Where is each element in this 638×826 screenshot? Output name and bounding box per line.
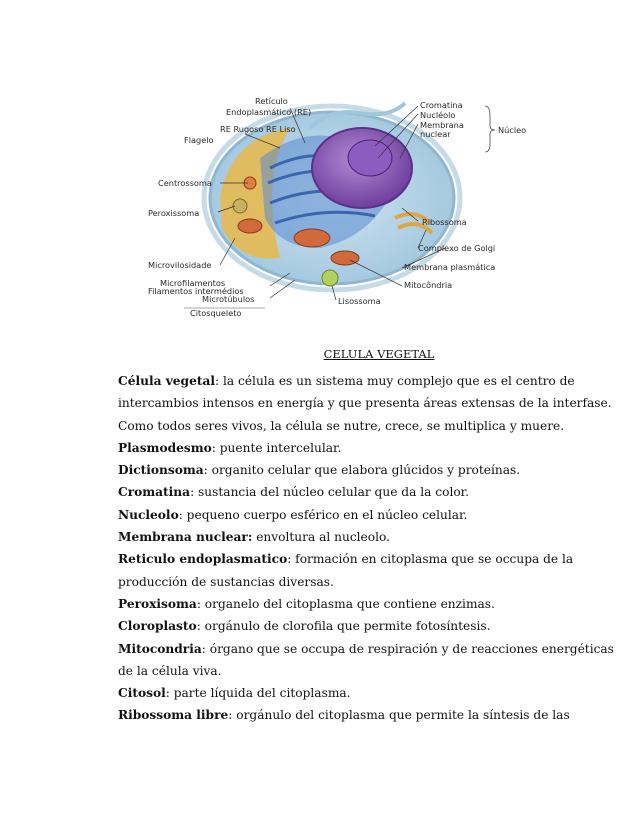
definition-text: : parte líquida del citoplasma. <box>165 686 351 701</box>
definition-text: Como todos seres vivos, la célula se nutre, crece, se multiplica y muere. <box>118 418 565 433</box>
definition-text: : formación en citoplasma que se occupa de la <box>287 552 574 567</box>
page-title: CELULA VEGETAL <box>323 347 435 361</box>
definition-text: : pequeno cuerpo esférico en el núcleo celular. <box>178 507 468 522</box>
definition-term: Ribossoma libre <box>118 708 229 723</box>
nucleolus <box>348 140 392 176</box>
definition-text: intercambios intensos en energía y que presenta áreas extensas de la interfase. <box>118 396 612 411</box>
definition-line <box>118 481 558 503</box>
lysosome <box>322 270 338 286</box>
label-endoplasmatico: Endoplasmático (RE) <box>226 107 312 117</box>
label-nucleo: Núcleo <box>498 125 527 135</box>
cell-diagram <box>140 88 540 320</box>
definition-term: Membrana nuclear: <box>118 530 253 545</box>
definitions-list <box>118 370 614 727</box>
label-cromatina: Cromatina <box>420 100 463 110</box>
definition-term: Peroxisoma <box>118 596 197 611</box>
definition-text: envoltura al nucleolo. <box>252 530 391 545</box>
definition-line <box>118 526 558 548</box>
definition-line <box>118 548 574 570</box>
definition-line <box>118 392 612 414</box>
label-flagelo: Flagelo <box>184 135 214 145</box>
definition-line <box>118 415 565 437</box>
definition-term: Célula vegetal <box>118 374 215 388</box>
label-filamentos-intermedios: Filamentos intermédios <box>148 286 244 296</box>
definition-term: Citosol <box>118 686 166 701</box>
definition-term: Mitocondria <box>118 641 202 656</box>
label-citosqueleto: Citosqueleto <box>190 308 242 318</box>
definition-text: : puente intercelular. <box>211 440 342 455</box>
label-lisossoma: Lisossoma <box>338 296 381 306</box>
definition-line <box>118 370 575 392</box>
title-wrapper <box>0 343 638 362</box>
label-re-rugoso-liso: RE Rugoso RE Liso <box>220 124 296 134</box>
definition-line <box>118 682 558 704</box>
definition-text: : organito celular que elabora glúcidos y proteínas. <box>203 463 521 478</box>
definition-line <box>118 638 614 660</box>
definition-text: de la célula viva. <box>118 663 222 678</box>
definition-term: Reticulo endoplasmatico <box>118 552 288 567</box>
definition-term: Cromatina <box>118 485 191 500</box>
label-microtubulos: Microtúbulos <box>202 294 255 304</box>
definition-text: : sustancia del núcleo celular que da la color. <box>190 485 470 500</box>
peroxisome <box>233 199 247 213</box>
definition-term: Nucleolo <box>118 507 179 522</box>
label-complexo-golgi: Complexo de Golgi <box>418 243 496 253</box>
label-membrana: Membrana <box>420 120 464 130</box>
definition-text: : orgánulo de clorofila que permite fotosíntesis. <box>196 619 491 634</box>
label-peroxissoma: Peroxissoma <box>148 208 200 218</box>
definition-term: Cloroplasto <box>118 619 197 634</box>
definition-line <box>118 504 558 526</box>
mitochondrion <box>331 251 359 265</box>
label-nuclear: nuclear <box>420 129 451 139</box>
label-centrossoma: Centrossoma <box>158 178 212 188</box>
definition-text: : orgánulo del citoplasma que permite la síntesis de las <box>228 708 570 723</box>
definition-text: : la célula es un sistema muy complejo que es el centro de <box>214 374 575 388</box>
label-microfilamentos: Microfilamentos <box>160 278 226 288</box>
definition-line <box>118 571 558 593</box>
label-microvilosidade: Microvilosidade <box>148 260 212 270</box>
definition-text: producción de sustancias diversas. <box>118 574 334 589</box>
mitochondrion <box>238 219 262 233</box>
definition-term: Dictionsoma <box>118 463 204 478</box>
definition-term: Plasmodesmo <box>118 440 212 455</box>
definition-line <box>118 660 558 682</box>
definition-line <box>118 615 558 637</box>
definition-line <box>118 593 558 615</box>
cell-illustration <box>140 88 540 320</box>
definition-line <box>118 459 558 481</box>
definition-line <box>118 437 558 459</box>
definition-text: : órgano que se occupa de respiración y de reacciones energéticas <box>201 641 614 656</box>
definition-line <box>118 704 570 726</box>
label-membrana-plasmatica: Membrana plasmática <box>404 262 496 272</box>
label-nucleolo: Nucléolo <box>420 110 456 120</box>
label-mitocondria: Mitocôndria <box>404 280 453 290</box>
definition-text: : organelo del citoplasma que contiene enzimas. <box>196 596 495 611</box>
label-reticulo: Retículo <box>255 96 288 106</box>
mitochondrion <box>294 229 330 247</box>
label-ribossoma: Ribossoma <box>422 217 467 227</box>
